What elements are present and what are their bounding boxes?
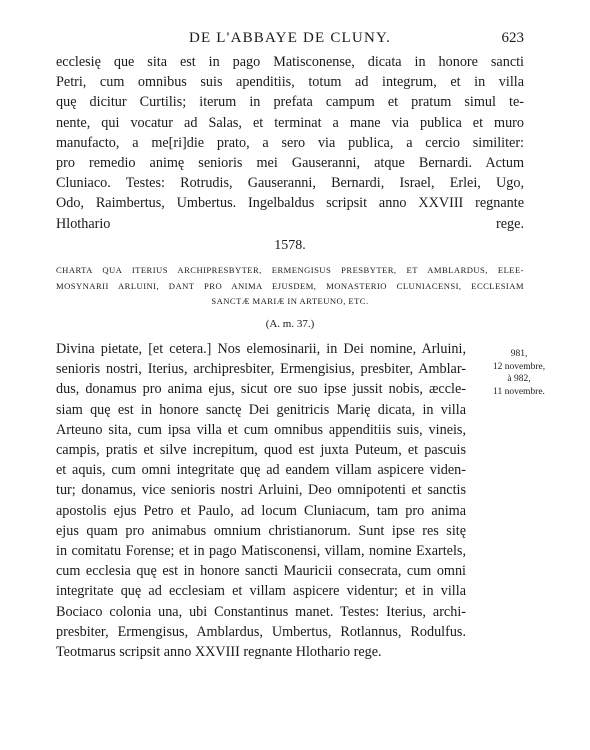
text-line: campis, pratis et silve increpitum, quod est juxta Puteum, et pascuis [56,442,466,458]
text-line: presbiter, Ermengisus, Amblardus, Umbertus, Rotlannus, Rodulfus. [56,623,466,640]
text-line: dus, donamus pro anima ejus, sicut ore suo ipse jussit nobis, æccle- [56,381,466,398]
text-line: Bociaco colonia una, ubi Constantinus manet. Testes: Iterius, archi- [56,603,466,620]
running-title: DE L'ABBAYE DE CLUNY. [188,30,392,46]
margin-note-line: 12 novembre, [492,361,546,372]
margin-note-line: à 982, [507,374,531,384]
caption-line: MOSYNARII ARLUINI, DANT PRO ANIMA EJUSDEM, MONASTERIO CLUNIACENSI, ECCLESIAM [56,280,524,291]
text-line: ecclesię que sita est in pago Matisconense, dicata in honore sancti [56,54,524,70]
text-line: Teotmarus scripsit anno XXVIII regnante Hlothario rege. [56,644,382,660]
text-line: nente, qui vocatur ad Salas, et terminat a mane via publica et muro [56,114,524,131]
text-line: cum ecclesia quę est in honore sancti Mauricii consecrata, cum omni [56,563,466,580]
running-header [56,30,524,50]
text-line: Cluniaco. Testes: Rotrudis, Gauseranni, Bernardi, Israel, Erlei, Ugo, [56,175,524,192]
text-line: integritate quę ad ecclesiam et villam aspicere videntur; et in villa [56,583,466,600]
text-line: quę dicitur Curtilis; iterum in prefata campum et pratum simul te- [56,94,524,111]
text-line: et aquis, cum omni integritate quę ad eandem villam aspicere viden- [56,462,466,479]
source-reference: (A. m. 37.) [265,318,315,330]
text-line: senioris nostri, Iterius, archipresbiter, Ermengisius, presbiter, Amblar- [56,361,466,378]
text-line: Hlothario rege. [56,215,524,232]
page-number: 623 [501,30,524,46]
text-line: Odo, Raimbertus, Umbertus. Ingelbaldus scripsit anno XXVIII regnante [56,195,524,212]
caption-line: CHARTA QUA ITERIUS ARCHIPRESBYTER, ERMENGISUS PRESBYTER, ET AMBLARDUS, ELEE- [56,265,524,275]
text-line: tur; donamus, vice senioris nostri Arluini, Deo omnipotenti et sanctis [56,482,466,499]
text-line: Petri, cum omnibus suis apenditiis, totum ad integrum, et in villa [56,74,524,91]
margin-note-line: 981, [510,349,528,359]
text-line: pro remedio animę senioris mei Gauseranni, atque Bernardi. Actum [56,155,524,171]
text-line: manufacto, a me[ri]die prato, a sero via publica, a cercio similiter: [56,134,524,151]
text-line: Arteuno sita, cum ipsa villa et cum omnibus appenditiis suis, vineis, [56,421,466,438]
caption-line: SANCTÆ MARIÆ IN ARTEUNO, ETC. [211,296,369,306]
text-line: ejus quam pro animabus omnium christianorum. Sunt ipse res sitę [56,522,466,539]
margin-note-line: 11 novembre. [493,386,545,397]
text-line: in comitatu Forense; et in pago Matisconensi, villam, nomine Exartels, [56,543,466,559]
text-line: siam quę est in honore sanctę Dei genitricis Marię dicata, in villa [56,401,466,418]
text-line: Divina pietate, [et cetera.] Nos elemosinarii, in Dei nomine, Arluini, [56,341,466,357]
charter-number: 1578. [274,238,306,253]
text-line: apostolis ejus Petro et Paulo, ad locum Cluniacum, tam pro anima [56,502,466,519]
